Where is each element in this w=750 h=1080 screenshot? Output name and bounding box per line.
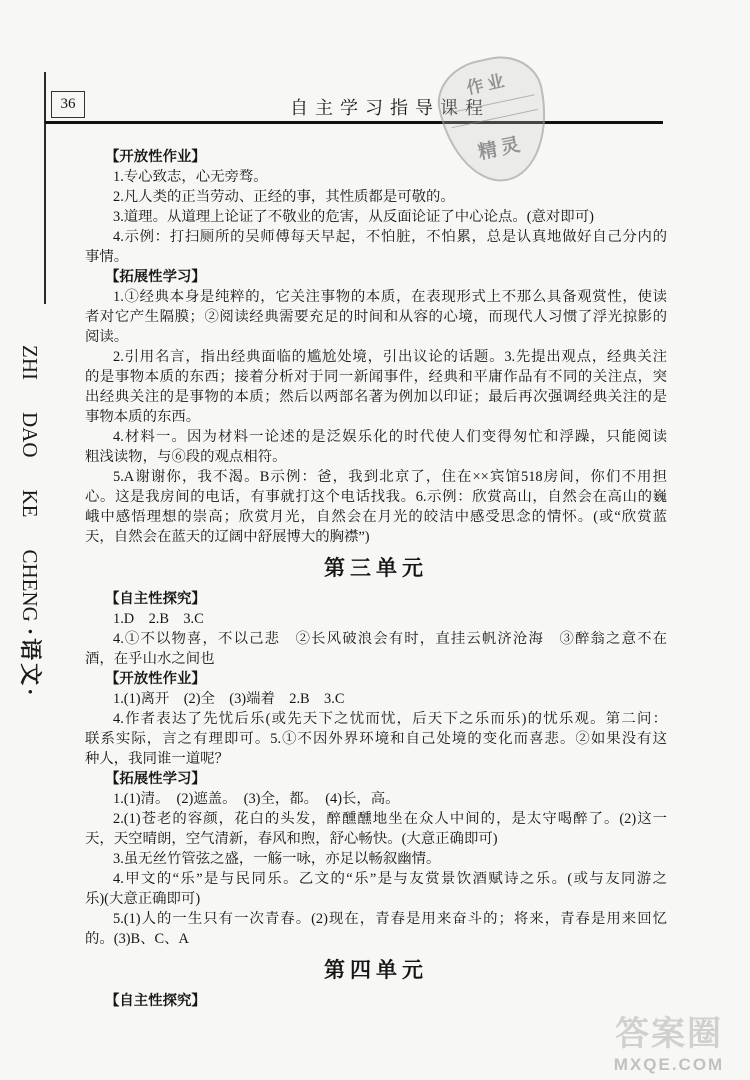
answer-line: 种人，我同谁一道呢？ xyxy=(85,751,229,767)
answer-line: 事情。 xyxy=(85,249,129,265)
section-heading: 【自主性探究】 xyxy=(105,993,206,1009)
answer-line: 阅读。 xyxy=(85,329,129,345)
answer-line: 3.虽无丝竹管弦之盛，一觞一咏，亦足以畅叙幽情。 xyxy=(113,851,441,867)
spine-word: DAO xyxy=(18,412,42,458)
answer-line: 1.(1)离开 (2)全 (3)端着 2.B 3.C xyxy=(113,691,345,707)
unit-title: 第四单元 xyxy=(324,958,428,982)
answer-line: 乐)(大意正确即可) xyxy=(85,891,201,907)
answer-content xyxy=(85,147,667,1011)
spine-title xyxy=(17,345,43,717)
answer-line: 粗浅读物，与⑥段的观点相符。 xyxy=(85,449,287,465)
answer-line: 事物本质的东西。 xyxy=(85,409,201,425)
unit-title: 第三单元 xyxy=(324,556,428,580)
answer-line: 5.(1)人的一生只有一次青春。(2)现在，青春是用来奋斗的；将来，青春是用来回忆 xyxy=(113,911,667,927)
site-watermark xyxy=(596,1014,742,1078)
stamp-top-text: 作业 xyxy=(464,70,510,98)
answer-line: 峨中感悟理想的崇高；欣赏月光，自然会在月光的皎洁中感受思念的情怀。(或“欣赏蓝 xyxy=(85,509,667,525)
answer-line: 4.①不以物喜，不以己悲 ②长风破浪会有时，直挂云帆济沧海 ③醉翁之意不在 xyxy=(113,631,667,647)
answer-line: 1.专心致志，心无旁骛。 xyxy=(113,169,268,185)
answer-line: 出经典关注的是事物的本质；然后以两部名著为例加以印证；最后再次强调经典关注的是 xyxy=(85,389,667,405)
answer-line: 1.(1)清。 (2)遮盖。 (3)全，都。 (4)长，高。 xyxy=(113,791,400,807)
answer-line: 5.A谢谢你，我不渴。B示例：爸，我到北京了，住在××宾馆518房间，你们不用担 xyxy=(113,469,667,485)
spine-subject: ·语文· xyxy=(18,627,43,699)
spine-word: CHENG xyxy=(18,549,42,622)
header-rule xyxy=(45,121,663,124)
section-heading: 【自主性探究】 xyxy=(105,591,206,607)
answer-line: 4.材料一。因为材料一论述的是泛娱乐化的时代使人们变得匆忙和浮躁，只能阅读 xyxy=(113,429,667,445)
answer-line: 酒，在乎山水之间也 xyxy=(85,651,215,667)
watermark-url: MXQE.COM xyxy=(613,1055,725,1074)
answer-line: 2.凡人类的正当劳动、正经的事，其性质都是可敬的。 xyxy=(113,189,455,205)
answer-line: 1.D 2.B 3.C xyxy=(113,611,204,627)
answer-line: 联系实际，言之有理即可。5.①不因外界环境和自己处境的变化而喜悲。②如果没有这 xyxy=(85,731,667,747)
spine-word: ZHI xyxy=(18,345,42,380)
answer-line: 者对它产生隔膜；②阅读经典需要充足的时间和从容的心境，而现代人习惯了浮光掠影的 xyxy=(85,309,667,325)
answer-line: 3.道理。从道理上论证了不敬业的危害，从反面论证了中心论点。(意对即可) xyxy=(113,209,594,225)
section-heading: 【拓展性学习】 xyxy=(105,269,206,285)
answer-line: 的是事物本质的东西；接着分析对于同一新闻事件，经典和平庸作品有不同的关注点，突 xyxy=(85,369,667,385)
answer-line: 天，天空晴朗，空气清新，春风和煦，舒心畅快。(大意正确即可) xyxy=(85,831,498,847)
answer-line: 1.①经典本身是纯粹的，它关注事物的本质，在表现形式上不那么具备观赏性，使读 xyxy=(113,289,667,305)
answer-line: 2.(1)苍老的容颜，花白的头发，醉醺醺地坐在众人中间的，是太守喝醉了。(2)这一 xyxy=(113,811,667,827)
section-heading: 【拓展性学习】 xyxy=(105,771,206,787)
answer-line: 2.引用名言，指出经典面临的尴尬处境，引出议论的话题。3.先提出观点，经典关注 xyxy=(113,349,667,365)
answer-line: 4.作者表达了先忧后乐(或先天下之忧而忧，后天下之乐而乐)的忧乐观。第二问： xyxy=(113,711,667,727)
page-number: 36 xyxy=(51,91,85,118)
spine-word: KE xyxy=(18,489,42,518)
answer-line: 4.示例：打扫厕所的吴师傅每天早起，不怕脏，不怕累，总是认真地做好自己分内的 xyxy=(113,229,667,245)
answer-line: 心。这是我房间的电话，有事就打这个电话找我。6.示例：欣赏高山，自然会在高山的巍 xyxy=(85,489,667,505)
stamp-bottom-text: 精灵 xyxy=(476,133,526,164)
answer-line: 天，自然会在蓝天的辽阔中舒展博大的胸襟”) xyxy=(85,529,370,545)
margin-rule xyxy=(44,72,46,304)
section-heading: 【开放性作业】 xyxy=(105,149,206,165)
answer-line: 4.甲文的“乐”是与民同乐。乙文的“乐”是与友赏景饮酒赋诗之乐。(或与友同游之 xyxy=(113,871,667,887)
section-heading: 【开放性作业】 xyxy=(105,671,206,687)
running-title: 自主学习指导课程 xyxy=(290,98,490,118)
answer-line: 的。(3)B、C、A xyxy=(85,931,189,947)
watermark-logo: 答案圈 xyxy=(615,1015,723,1053)
